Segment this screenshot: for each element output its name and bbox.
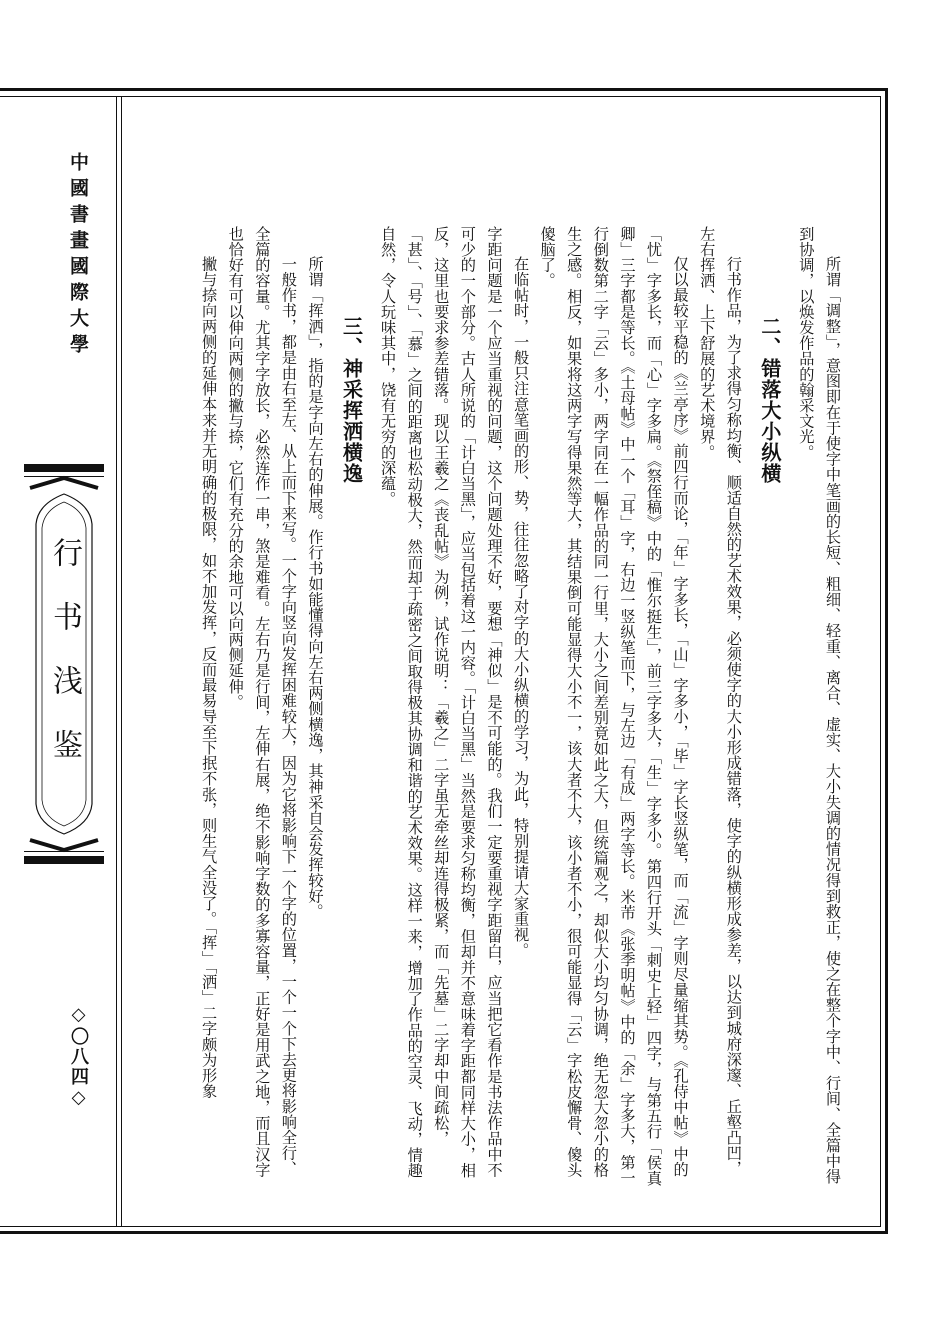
section-3-paragraph-2: 一般作书，都是由右至左、从上而下来写。一个字向竖向发挥困难较大，因为它将影响下一个字的位置，一个一个下去更将影响全行、全篇的容量。尤其字字放长，必然连作一串，煞是难看。左右乃是行间，左伸右展，绝不影响字数的多寡容量，正好是用武之地，而且汉字也恰好有可以伸向两侧的撇与捺，它们有充分的余地可以向两侧延伸。 bbox=[226, 226, 298, 1178]
main-text bbox=[176, 226, 846, 1186]
intro-paragraph: 所谓「调整」，意图即在于使字中笔画的长短、粗细、轻重、离合、虚实、大小失调的情况得到救正，使之在整个字中、行间、全篇中得到协调，以焕发作品的翰采文光。 bbox=[797, 226, 842, 1185]
section-2-heading: 二、错落大小纵横 bbox=[757, 316, 782, 484]
cartouche-bottom-bar bbox=[24, 856, 104, 864]
spine-divider bbox=[116, 97, 117, 1226]
page-number: ◇〇八四◇ bbox=[68, 1004, 89, 1110]
section-3-heading: 三、神采挥洒横逸 bbox=[339, 316, 364, 484]
cartouche-bottom-line bbox=[24, 851, 104, 852]
section-2-paragraph-2: 仅以最较平稳的《兰亭序》前四行而论，「年」字多长，「山」字多小，「毕」字长竖纵笔，而「流」字则尽量缩其势。《孔侍中帖》中的「忧」字多长，而「心」字多扁。《祭侄稿》中的「惟尔挺生」，前三字多大，「生」字多小。第四行开头「刺史上轻」四字，与第五行「侯真卿」三字都是等长。《土母帖》中一个「耳」字，右边一竖纵笔而下，与左边「有成」两字等长。米芾《张季明帖》中的「余」字多大，第一行倒数第二字「云」多小，两字同在一幅作品的同一行里，大小之间差别竟如此之大，但统篇观之，却似大小均匀协调，绝无忽大忽小的格生之感。相反，如果将这两字写得果然等大，其结果倒可能显得大小不一，该大者不大，该小者不小，很可能显得「云」字松皮懈骨、傻头傻脑了。 bbox=[538, 226, 690, 1186]
section-3-paragraph-3: 撇与捺向两侧的延伸本来并无明确的极限，如不加发挥，反而最易导至下抿不张，则生气全没了。「挥」「洒」二字颇为形象 bbox=[200, 256, 219, 1100]
section-3-paragraph-1: 所谓「挥洒」，指的是字向左右的伸展。作行书如能懂得向左右两侧横逸，其神采自会发挥较好。 bbox=[306, 256, 325, 920]
book-title: 行书浅鉴 bbox=[47, 537, 82, 793]
section-2-paragraph-4: 字距问题是一个应当重视的问题，这个问题处理不好，要想「神似」是不可能的。我们一定要重视字距留白，应当把它看作是书法作品中不可少的一个部分。古人所说的「计白当黑」，应当包括着这一内容。「计白当黑」当然是要求匀称均衡，但却并不意味着字距都同样大小，相反，这里也要求参差错落。现以王羲之《丧乱帖》为例，试作说明：「羲之」二字虽无牵丝却连得极紧，而「先墓」二字却中间疏松，「甚」、「号」、「慕」之间的距离也松动极大，然而却于疏密之间取得极其协调和谐的艺术效果。这样一来，增加了作品的空灵、飞动，情趣自然，令人玩味其中，饶有无穷的深蕴。 bbox=[379, 226, 504, 1179]
section-2-paragraph-3: 在临帖时，一般只注意笔画的形、势，往往忽略了对字的大小纵横的学习，为此，特别提请大家重视。 bbox=[512, 256, 531, 959]
university-name: 中國書畫國際大學 bbox=[67, 152, 89, 360]
section-2-paragraph-1: 行书作品，为了求得匀称均衡、顺适自然的艺术效果，必须使字的大小形成错落，使字的纵横形成参差，以达到城府深邃、丘壑凸凹，左右挥洒、上下舒展的艺术境界。 bbox=[698, 226, 743, 1177]
spine-divider-inner bbox=[121, 97, 122, 1226]
